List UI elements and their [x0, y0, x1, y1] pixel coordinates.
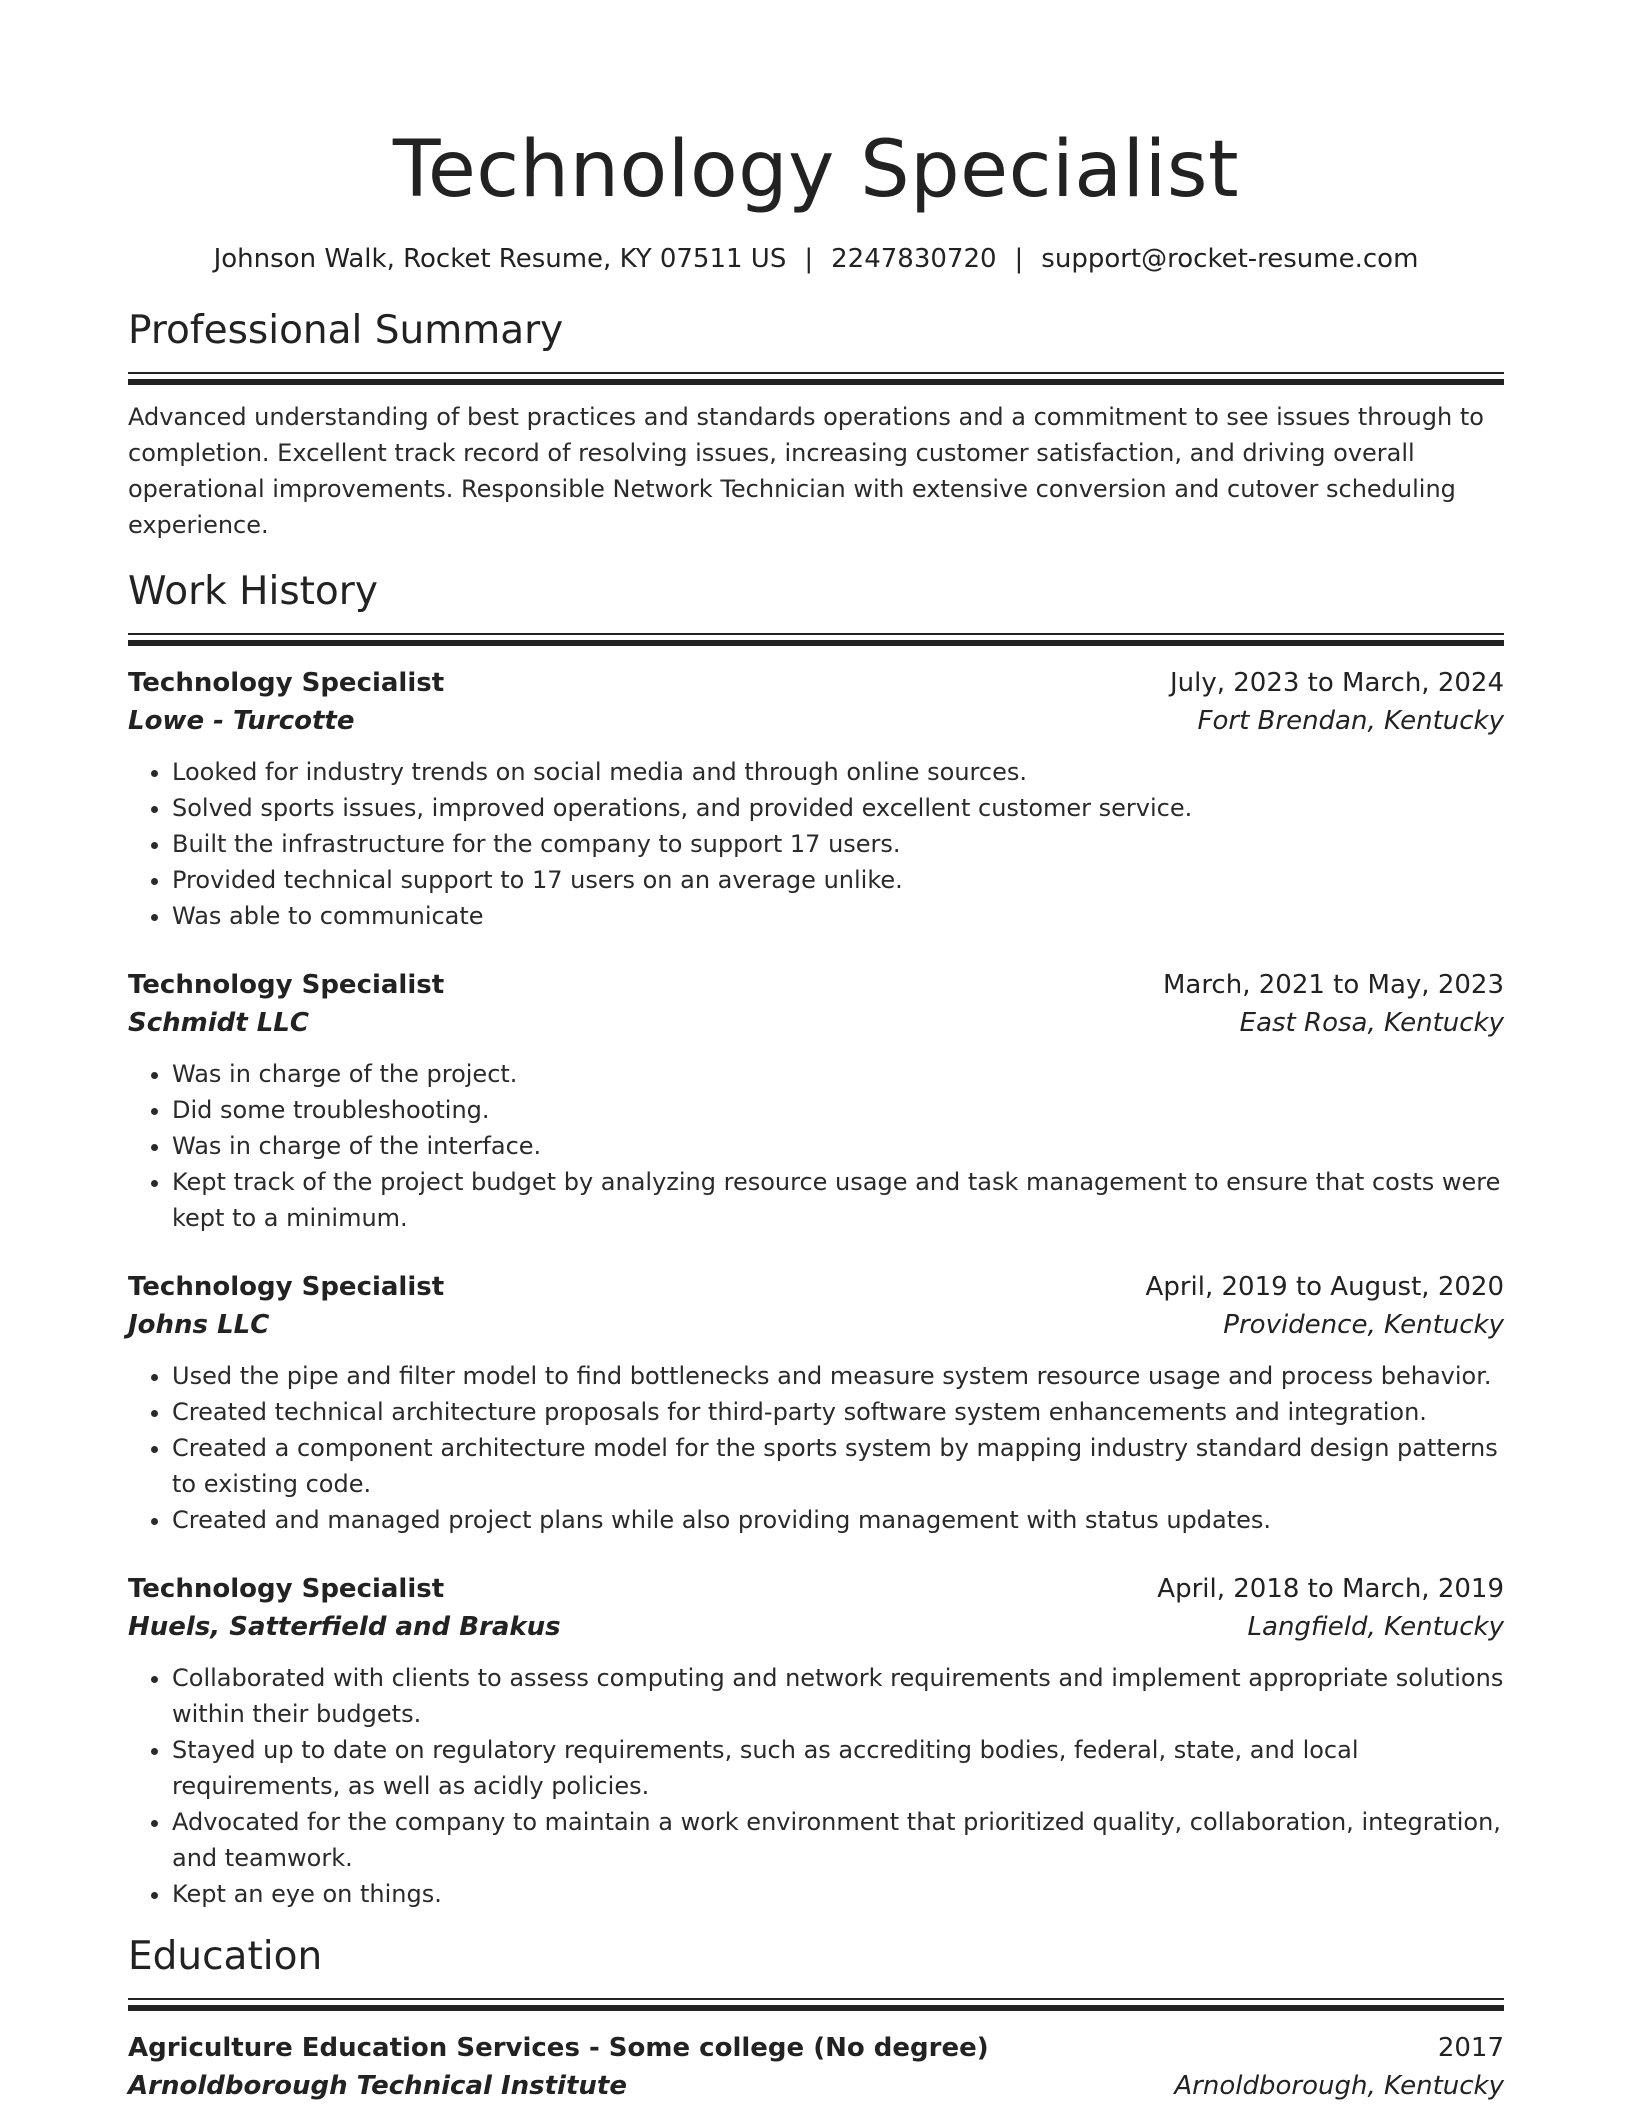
education-school: Arnoldborough Technical Institute — [128, 2071, 627, 2101]
education-year: 2017 — [1437, 2033, 1504, 2063]
bullet-item: • Created technical architecture proposals for third-party software system enhancements and integration. — [172, 1394, 1504, 1430]
section-heading: Work History — [128, 569, 378, 614]
job-title: Technology Specialist — [128, 1272, 445, 1302]
contact-line — [128, 242, 1504, 276]
job-bullets — [128, 754, 1504, 934]
education-location: Arnoldborough, Kentucky — [1174, 2071, 1504, 2101]
contact-separator: | — [1014, 244, 1024, 274]
bullet-item: • Did some troubleshooting. — [172, 1092, 1504, 1128]
bullet-item: • Solved sports issues, improved operations, and provided excellent customer service. — [172, 790, 1504, 826]
job-dates: April, 2019 to August, 2020 — [1145, 1272, 1504, 1302]
job-entry — [128, 1268, 1504, 1538]
job-company: Schmidt LLC — [128, 1008, 309, 1038]
section-divider — [128, 1998, 1504, 2011]
job-title: Technology Specialist — [128, 668, 445, 698]
bullet-item: • Provided technical support to 17 users on an average unlike. — [172, 862, 1504, 898]
education-degree: Agriculture Education Services - Some college (No degree) — [128, 2033, 989, 2063]
job-location: Fort Brendan, Kentucky — [1197, 706, 1504, 736]
bullet-item: • Kept track of the project budget by analyzing resource usage and task management to ensure that costs were kept to a minimum. — [172, 1164, 1504, 1236]
bullet-item: • Collaborated with clients to assess computing and network requirements and implement appropriate solutions within their budgets. — [172, 1660, 1504, 1732]
bullet-item: • Was in charge of the interface. — [172, 1128, 1504, 1164]
job-dates: March, 2021 to May, 2023 — [1162, 970, 1504, 1000]
section-heading: Professional Summary — [128, 308, 564, 353]
job-location: Providence, Kentucky — [1223, 1310, 1504, 1340]
bullet-item: • Used the pipe and filter model to find bottlenecks and measure system resource usage and process behavior. — [172, 1358, 1504, 1394]
section-divider — [128, 633, 1504, 646]
bullet-item: • Advocated for the company to maintain a work environment that prioritized quality, collaboration, integration, and teamwork. — [172, 1804, 1504, 1876]
job-entry — [128, 1570, 1504, 1912]
job-bullets — [128, 1660, 1504, 1912]
job-dates: July, 2023 to March, 2024 — [1169, 668, 1504, 698]
bullet-item: • Was in charge of the project. — [172, 1056, 1504, 1092]
job-bullets — [128, 1358, 1504, 1538]
bullet-item: • Was able to communicate — [172, 898, 1504, 934]
bullet-item: • Created a component architecture model for the sports system by mapping industry standard design patterns to existing code. — [172, 1430, 1504, 1502]
bullet-item: • Kept an eye on things. — [172, 1876, 1504, 1912]
section-heading: Education — [128, 1934, 323, 1979]
education-entry — [128, 2029, 1504, 2105]
job-title: Technology Specialist — [128, 1574, 445, 1604]
section-work-history — [128, 567, 1504, 1912]
contact-email: support@rocket-resume.com — [1041, 244, 1419, 274]
section-education — [128, 1932, 1504, 2105]
job-entry — [128, 966, 1504, 1236]
job-company: Huels, Satterfield and Brakus — [128, 1612, 561, 1642]
job-bullets — [128, 1056, 1504, 1236]
bullet-item: • Built the infrastructure for the company to support 17 users. — [172, 826, 1504, 862]
job-company: Lowe - Turcotte — [128, 706, 355, 736]
contact-separator: | — [804, 244, 814, 274]
contact-phone: 2247830720 — [831, 244, 997, 274]
job-location: East Rosa, Kentucky — [1239, 1008, 1504, 1038]
bullet-item: • Stayed up to date on regulatory requirements, such as accrediting bodies, federal, state, and local requirements, as well as acidly policies. — [172, 1732, 1504, 1804]
job-entry — [128, 664, 1504, 934]
section-divider — [128, 372, 1504, 385]
resume-title: Technology Specialist — [392, 125, 1240, 215]
bullet-item: • Looked for industry trends on social media and through online sources. — [172, 754, 1504, 790]
section-professional-summary — [128, 306, 1504, 543]
contact-address: Johnson Walk, Rocket Resume, KY 07511 US — [213, 244, 787, 274]
bullet-item: • Created and managed project plans while also providing management with status updates. — [172, 1502, 1504, 1538]
summary-text: Advanced understanding of best practices and standards operations and a commitment to see issues through to completion. Excellent track record of resolving issues, increasing customer satisfaction, and driving overall operational improvements. Responsible Network Technician with extensive conversion and cutover scheduling experience. — [128, 403, 1484, 539]
job-company: Johns LLC — [128, 1310, 270, 1340]
job-dates: April, 2018 to March, 2019 — [1157, 1574, 1504, 1604]
job-title: Technology Specialist — [128, 970, 445, 1000]
job-location: Langfield, Kentucky — [1247, 1612, 1504, 1642]
